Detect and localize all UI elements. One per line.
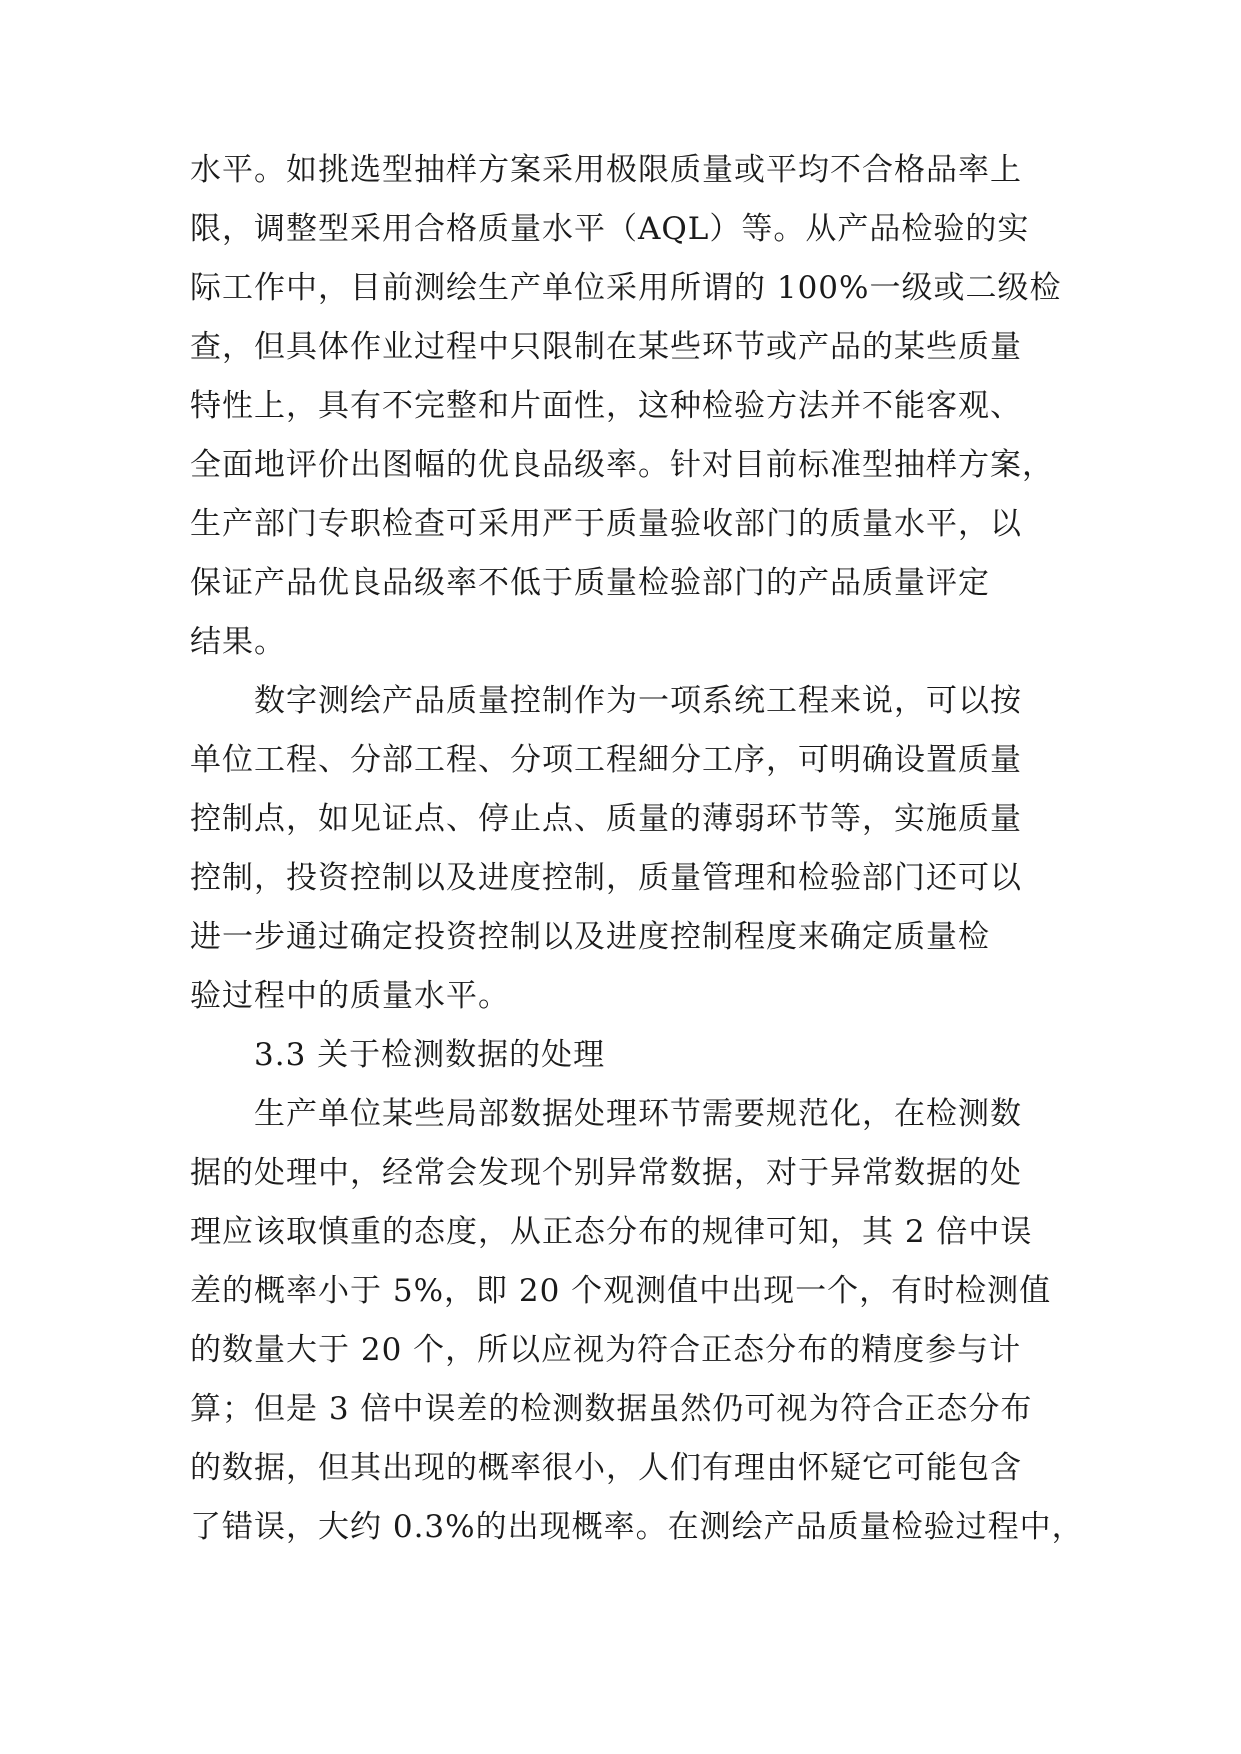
text-line: 生产部门专职检查可采用严于质量验收部门的质量水平，以: [190, 506, 1022, 542]
text-line: 据的处理中，经常会发现个别异常数据，对于异常数据的处: [190, 1155, 1022, 1191]
text-line: 单位工程、分部工程、分项工程細分工序，可明确设置质量: [190, 742, 1022, 778]
text-line: 水平。如挑选型抽样方案采用极限质量或平均不合格品率上: [190, 152, 1022, 188]
text-line: 控制，投资控制以及进度控制，质量管理和检验部门还可以: [190, 860, 1022, 896]
paragraph-first-line: 数字测绘产品质量控制作为一项系统工程来说，可以按: [254, 683, 1022, 719]
text-line: 的数据，但其出现的概率很小，人们有理由怀疑它可能包含: [190, 1450, 1022, 1486]
paragraph-first-line: 生产单位某些局部数据处理环节需要规范化，在检测数: [254, 1096, 1022, 1132]
text-line: 查，但具体作业过程中只限制在某些环节或产品的某些质量: [190, 329, 1022, 365]
text-line: 全面地评价出图幅的优良品级率。针对目前标准型抽样方案，: [190, 447, 1054, 483]
text-line: 控制点，如见证点、停止点、质量的薄弱环节等，实施质量: [190, 801, 1022, 837]
section-heading: 3.3 关于检测数据的处理: [254, 1037, 606, 1073]
text-line: 保证产品优良品级率不低于质量检验部门的产品质量评定: [190, 565, 990, 601]
text-line: 的数量大于 20 个，所以应视为符合正态分布的精度参与计: [190, 1332, 1022, 1368]
text-line: 算；但是 3 倍中误差的检测数据虽然仍可视为符合正态分布: [190, 1391, 1033, 1427]
text-line: 理应该取慎重的态度，从正态分布的规律可知，其 2 倍中误: [190, 1214, 1033, 1250]
text-line: 结果。: [190, 624, 286, 660]
text-line: 际工作中，目前测绘生产单位采用所谓的 100%一级或二级检: [190, 270, 1062, 306]
text-line: 差的概率小于 5%，即 20 个观测值中出现一个，有时检测值: [190, 1273, 1052, 1309]
text-line: 验过程中的质量水平。: [190, 978, 510, 1014]
text-line: 特性上，具有不完整和片面性，这种检验方法并不能客观、: [190, 388, 1022, 424]
text-line: 限，调整型采用合格质量水平（AQL）等。从产品检验的实: [190, 211, 1030, 247]
text-line: 了错误，大约 0.3%的出现概率。在测绘产品质量检验过程中，: [190, 1509, 1084, 1545]
text-line: 进一步通过确定投资控制以及进度控制程度来确定质量检: [190, 919, 990, 955]
